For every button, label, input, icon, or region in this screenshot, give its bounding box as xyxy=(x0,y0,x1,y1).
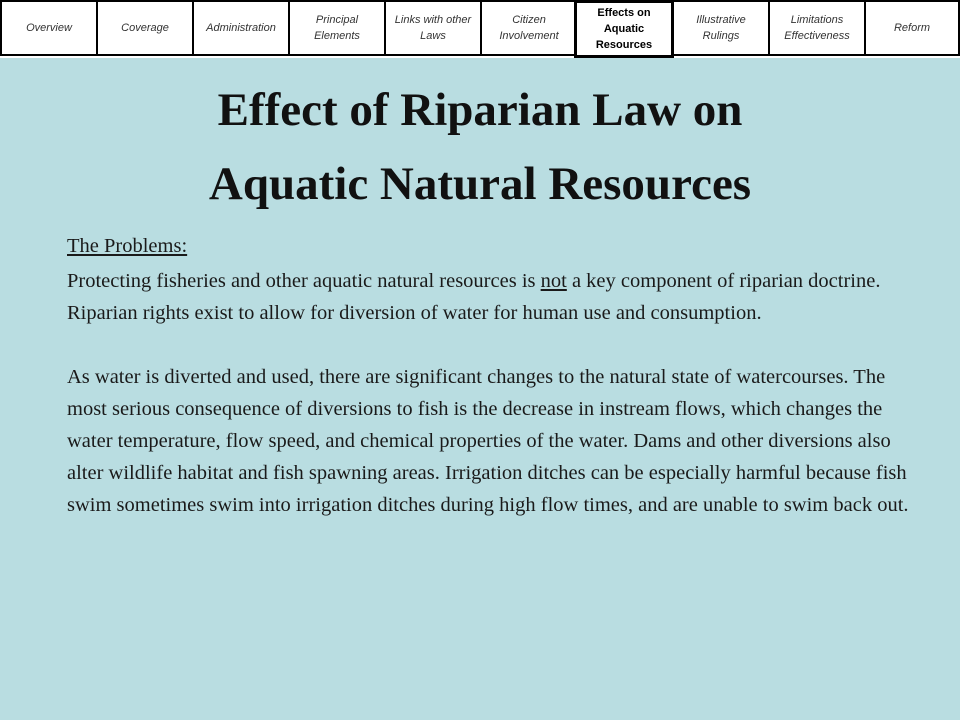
nav-tab-illustrative-rulings[interactable]: Illustrative Rulings xyxy=(672,0,770,56)
slide-title-line-1: Effect of Riparian Law on xyxy=(217,84,743,136)
paragraph-riparian-doctrine xyxy=(67,265,927,329)
nav-tab-overview[interactable]: Overview xyxy=(0,0,98,56)
emphasis-not: not xyxy=(540,270,567,292)
nav-tab-coverage[interactable]: Coverage xyxy=(96,0,194,56)
nav-tab-effects-on-aquatic-resources[interactable]: Effects on Aquatic Resources xyxy=(574,0,674,58)
nav-tab-administration[interactable]: Administration xyxy=(192,0,290,56)
paragraph-1-start: Protecting fisheries and other aquatic natural resources is xyxy=(67,270,541,292)
nav-tab-citizen-involvement[interactable]: Citizen Involvement xyxy=(480,0,578,56)
slide-body xyxy=(67,230,927,521)
paragraph-1-end: a key component of riparian doctrine. Riparian rights exist to allow for diversion of water for human use and consumption. xyxy=(67,270,881,324)
slide-title-line-2: Aquatic Natural Resources xyxy=(208,158,752,210)
nav-tab-principal-elements[interactable]: Principal Elements xyxy=(288,0,386,56)
nav-tab-links-with-other-laws[interactable]: Links with other Laws xyxy=(384,0,482,56)
nav-tab-limitations-effectiveness[interactable]: Limitations Effectiveness xyxy=(768,0,866,56)
paragraph-diversion-effects: As water is diverted and used, there are significant changes to the natural state of watercourses. The most serious consequence of diversions to fish is the decrease in instream flows, which changes the water temperature, flow speed, and chemical properties of the water. Dams and other diversions also alter wildlife habitat and fish spawning areas. Irrigation ditches can be especially harmful because fish swim sometimes swim into irrigation ditches during high flow times, and are unable to swim back out. xyxy=(67,366,909,516)
slide-title xyxy=(0,73,960,221)
nav-tab-reform[interactable]: Reform xyxy=(864,0,960,56)
problems-heading: The Problems: xyxy=(67,235,188,257)
top-navigation-bar xyxy=(0,0,960,58)
